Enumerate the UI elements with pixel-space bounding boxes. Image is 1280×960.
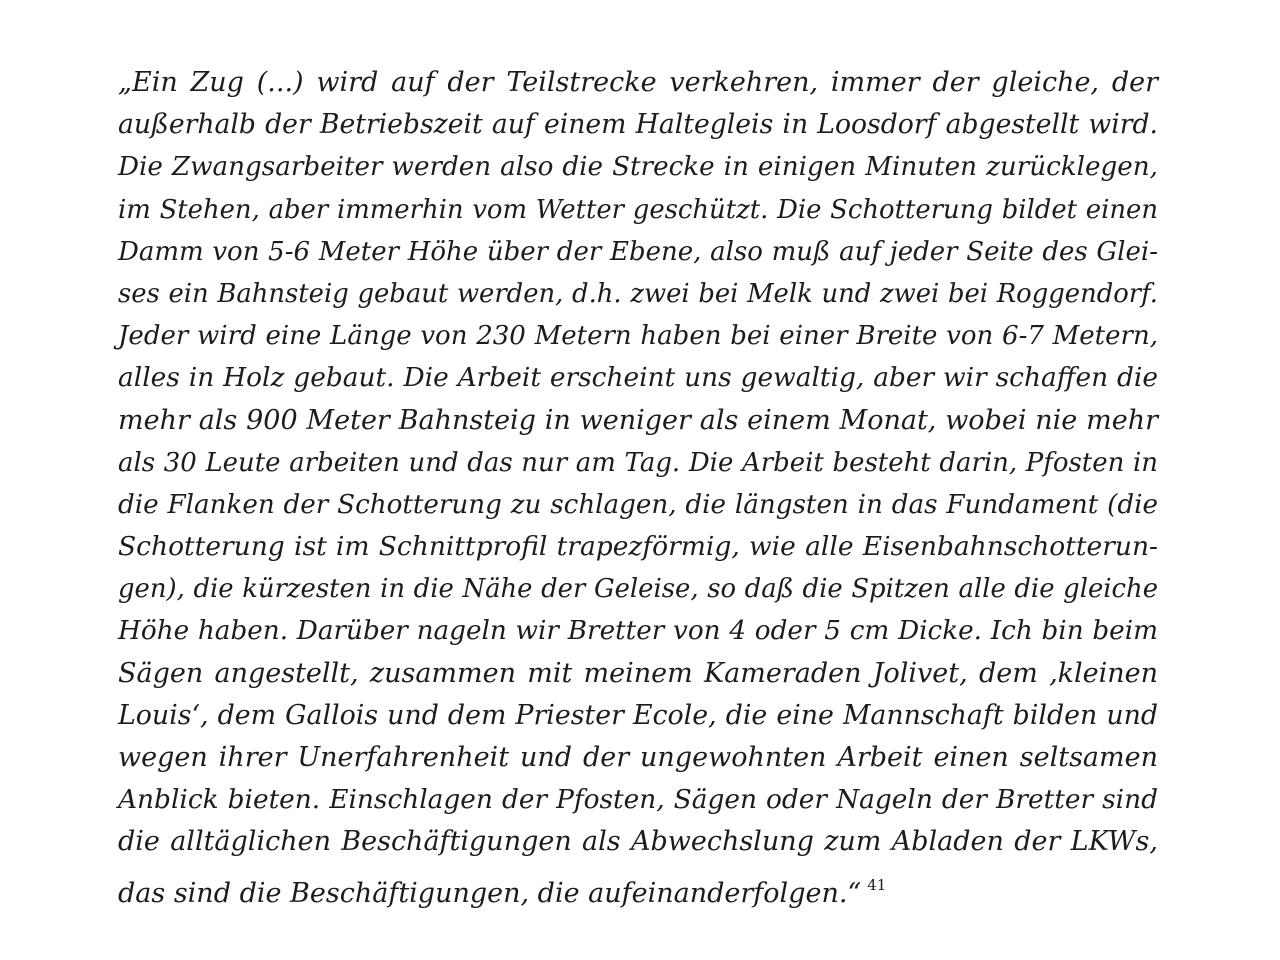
text-line-18: Anblick bieten. Einschlagen der Pfosten, Sägen oder Nageln der Bretter sind [118,784,1158,816]
footnote-marker: 41 [867,875,887,894]
text-line-20-text: das sind die Beschäftigungen, die aufeinanderfolgen.“ [118,877,862,909]
text-line-5: Damm von 5-6 Meter Höhe über der Ebene, also muß auf jeder Seite des Glei- [118,236,1158,267]
text-line-6: ses ein Bahnsteig gebaut werden, d.h. zwei bei Melk und zwei bei Roggendorf. [118,278,1158,309]
text-line-11: die Flanken der Schotterung zu schlagen, die längsten in das Fundament (die [118,489,1158,520]
text-line-1: „Ein Zug (...) wird auf der Teilstrecke verkehren, immer der gleiche, der [118,67,1158,98]
text-line-7: Jeder wird eine Länge von 230 Metern haben bei einer Breite von 6-7 Metern, [118,321,1158,352]
text-line-16: Louis‘, dem Gallois und dem Priester Ecole, die eine Mannschaft bilden und [118,699,1158,731]
text-line-9: mehr als 900 Meter Bahnsteig in weniger als einem Monat, wobei nie mehr [118,404,1158,436]
text-line-20 [118,864,1158,909]
text-line-19: die alltäglichen Beschäftigungen als Abwechslung zum Abladen der LKWs, [118,826,1158,858]
text-line-12: Schotterung ist im Schnittprofil trapezförmig, wie alle Eisenbahnschotterun- [118,531,1158,563]
text-line-13: gen), die kürzesten in die Nähe der Geleise, so daß die Spitzen alle die gleiche [118,574,1158,605]
text-line-2: außerhalb der Betriebszeit auf einem Haltegleis in Loosdorf abgestellt wird. [118,109,1158,141]
text-line-15: Sägen angestellt, zusammen mit meinem Kameraden Jolivet, dem ‚kleinen [118,657,1158,689]
text-line-8: alles in Holz gebaut. Die Arbeit erscheint uns gewaltig, aber wir schaffen die [118,362,1158,394]
text-line-14: Höhe haben. Darüber nageln wir Bretter von 4 oder 5 cm Dicke. Ich bin beim [118,616,1158,647]
text-line-17: wegen ihrer Unerfahrenheit und der ungewohnten Arbeit einen seltsamen [118,742,1158,773]
text-line-4: im Stehen, aber immerhin vom Wetter geschützt. Die Schotterung bildet einen [118,194,1158,225]
text-line-10: als 30 Leute arbeiten und das nur am Tag. Die Arbeit besteht darin, Pfosten in [118,447,1158,478]
quote-paragraph [118,62,1158,909]
text-line-3: Die Zwangsarbeiter werden also die Strecke in einigen Minuten zurücklegen, [118,152,1158,183]
